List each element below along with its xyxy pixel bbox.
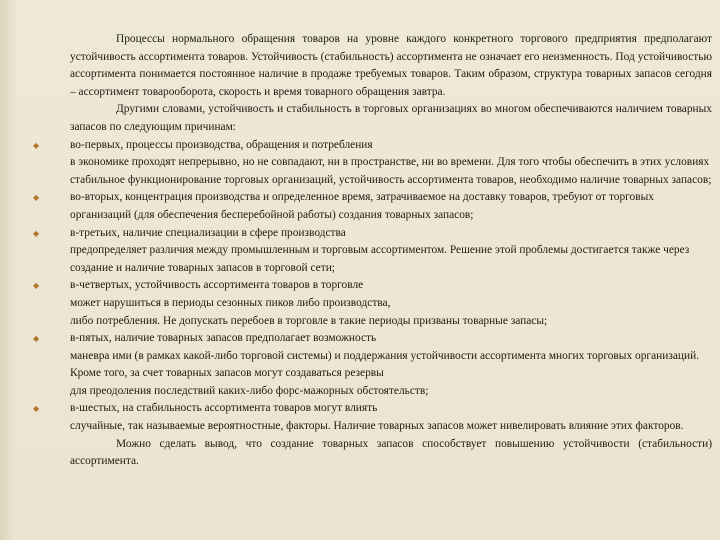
list-item — [33, 330, 712, 400]
bullet-icon: ◆ — [33, 228, 40, 238]
list-item — [33, 400, 712, 435]
intro-paragraph: Процессы нормального обращения товаров на уровне каждого конкретного торгового предприятия предполагают устойчивость ассортимента товаров. Устойчивость (стабильность) ассортимента не означает его неизменность. Под устойчивостью ассортимента понимается постоянное наличие в продаже требуемых товаров. Таким образом, структура товарных запасов сегодня – ассортимент товарооборота, скорость и время товарного обращения завтра. — [70, 33, 712, 98]
list-item-line: либо потребления. Не допускать перебоев в торговле в такие периоды призваны товарные запасы; — [70, 314, 548, 327]
list-item-line: в-третьих, наличие специализации в сфере производства — [70, 226, 346, 239]
list-item-line: в-пятых, наличие товарных запасов предполагает возможность — [70, 332, 377, 345]
list-item — [33, 137, 712, 190]
bullet-icon: ◆ — [33, 193, 40, 203]
bullet-icon: ◆ — [33, 334, 40, 344]
list-item-line: во-первых, процессы производства, обращения и потребления — [70, 138, 373, 151]
bullet-icon: ◆ — [33, 140, 40, 150]
slide-edge — [0, 0, 16, 540]
lead-paragraph: Другими словами, устойчивость и стабильность в торговых организациях во многом обеспечиваются наличием товарных запасов по следующим причинам: — [70, 103, 712, 133]
list-item-line: во-вторых, концентрация производства и определенное время, затрачиваемое на доставку товаров, требуют от торговых организаций (для обеспечения бесперебойной работы) создания товарных запасов; — [70, 191, 654, 221]
bullet-icon: ◆ — [33, 281, 40, 291]
list-item-line: маневра ими (в рамках какой-либо торговой системы) и поддержания устойчивости ассортимента многих торговых организаций. Кроме того, за счет товарных запасов могут создаваться резервы — [70, 349, 700, 380]
list-item — [33, 277, 712, 330]
list-item-line: для преодоления последствий каких-либо форс-мажорных обстоятельств; — [70, 384, 429, 397]
list-item-line: предопределяет различия между промышленным и торговым ассортиментом. Решение этой проблемы достигается также через создание и наличие товарных запасов в торговой сети; — [70, 244, 690, 274]
list-item-line: в-четвертых, устойчивость ассортимента товаров в торговле — [70, 279, 364, 292]
reasons-list — [33, 137, 712, 436]
list-item-line: может нарушиться в периоды сезонных пиков либо производства, — [70, 296, 391, 309]
conclusion-paragraph: Можно сделать вывод, что создание товарных запасов способствует повышению устойчивости (стабильности) ассортимента. — [70, 437, 712, 468]
list-item — [33, 189, 712, 224]
bullet-icon: ◆ — [33, 404, 40, 414]
list-item-line: в-шестых, на стабильность ассортимента товаров могут влиять — [70, 402, 378, 415]
list-item-line: в экономике проходят непрерывно, но не совпадают, ни в пространстве, ни во времени. Для того чтобы обеспечить в этих условиях стабильное функционирование торговых организаций, устойчивость ассортимента товаров, необходимо наличие товарных запасов; — [70, 156, 712, 186]
list-item-line: случайные, так называемые вероятностные, факторы. Наличие товарных запасов может нивелировать влияние этих факторов. — [70, 420, 684, 433]
text-body — [33, 31, 712, 471]
list-item — [33, 225, 712, 278]
